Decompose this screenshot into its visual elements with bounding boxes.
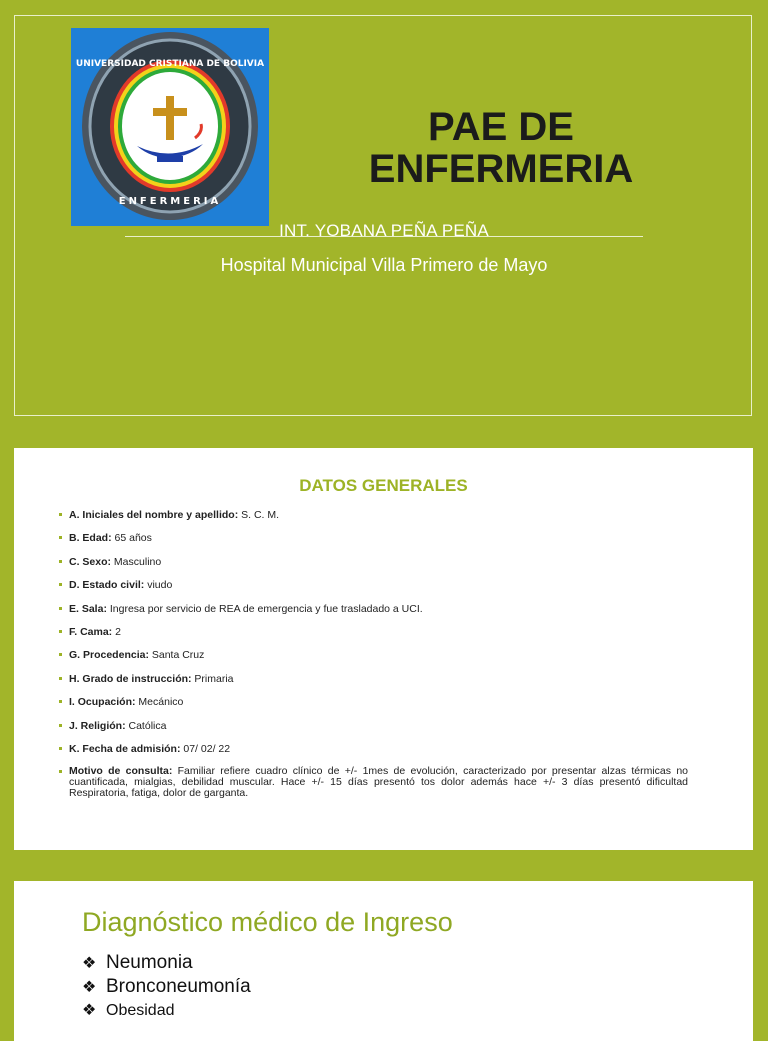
list-item [58, 556, 688, 579]
item-value: 2 [112, 625, 121, 638]
list-item [58, 673, 688, 696]
diamond-bullet-icon: ❖ [82, 979, 97, 996]
general-data-slide [14, 448, 753, 850]
diagnosis-item: Bronconeumonía [106, 976, 251, 997]
item-value: Santa Cruz [148, 649, 205, 662]
general-data-list [58, 509, 688, 799]
item-value: 65 años [111, 532, 152, 545]
item-label: J. Religión: [69, 719, 126, 732]
item-value: viudo [144, 579, 173, 592]
diamond-bullet-icon: ❖ [82, 1002, 97, 1019]
logo-ring-text-top: UNIVERSIDAD CRISTIANA DE BOLIVIA [75, 59, 265, 69]
author-name: INT. YOBANA PEÑA PEÑA [279, 221, 489, 240]
item-label: H. Grado de instrucción: [69, 672, 192, 685]
diagnosis-title: Diagnóstico médico de Ingreso [82, 907, 453, 937]
presentation-title [351, 106, 651, 190]
item-value: Masculino [111, 555, 162, 568]
diagnosis-slide [14, 881, 753, 1041]
list-item [82, 951, 251, 975]
title-line-1: PAE DE [428, 105, 574, 149]
item-label: G. Procedencia: [69, 649, 149, 662]
item-value: 07/ 02/ 22 [180, 742, 231, 755]
item-label: E. Sala: [69, 602, 107, 615]
item-label: Motivo de consulta: [69, 765, 173, 778]
diagnosis-item: Neumonia [106, 952, 193, 973]
item-label: B. Edad: [69, 532, 112, 545]
list-item [58, 720, 688, 743]
diamond-bullet-icon: ❖ [82, 955, 97, 972]
item-label: I. Ocupación: [69, 696, 136, 709]
item-value: S. C. M. [238, 509, 280, 521]
item-value: Ingresa por servicio de REA de emergencia y fue trasladado a UCI. [106, 602, 423, 615]
list-item [82, 999, 251, 1023]
item-label: F. Cama: [69, 625, 113, 638]
item-label: K. Fecha de admisión: [69, 742, 181, 755]
list-item [58, 649, 688, 672]
list-item [58, 626, 688, 649]
list-item [58, 603, 688, 626]
list-item [58, 532, 688, 555]
list-item [58, 509, 688, 532]
diagnosis-item: Obesidad [106, 1002, 175, 1019]
item-value: Familiar refiere cuadro clínico de +/- 1mes de evolución, caracterizado por presentar alzas térmicas no cuantificada, mialgias, debilidad muscular. Hace +/- 15 días presentó tos dolor además hace +/- 3 días presentó dificultad Respiratoria, fatiga, dolor de garganta. [69, 765, 688, 800]
list-item [58, 743, 688, 766]
diagnosis-list [82, 951, 251, 1023]
list-item [58, 696, 688, 719]
item-label: C. Sexo: [69, 555, 112, 568]
list-item [58, 579, 688, 602]
item-value: Mecánico [135, 696, 184, 709]
title-line-2: ENFERMERIA [368, 147, 634, 191]
item-value: Primaria [191, 672, 234, 685]
item-label: D. Estado civil: [69, 579, 145, 592]
logo-ring-text-bottom: ENFERMERIA [118, 196, 222, 207]
list-item-motivo [58, 766, 688, 799]
university-nursing-logo [71, 28, 269, 226]
item-label: A. Iniciales del nombre y apellido: [69, 509, 239, 521]
general-data-title: DATOS GENERALES [299, 476, 468, 495]
item-value: Católica [125, 719, 167, 732]
cover-slide [14, 15, 752, 416]
list-item [82, 975, 251, 999]
hospital-name: Hospital Municipal Villa Primero de Mayo [220, 255, 548, 275]
